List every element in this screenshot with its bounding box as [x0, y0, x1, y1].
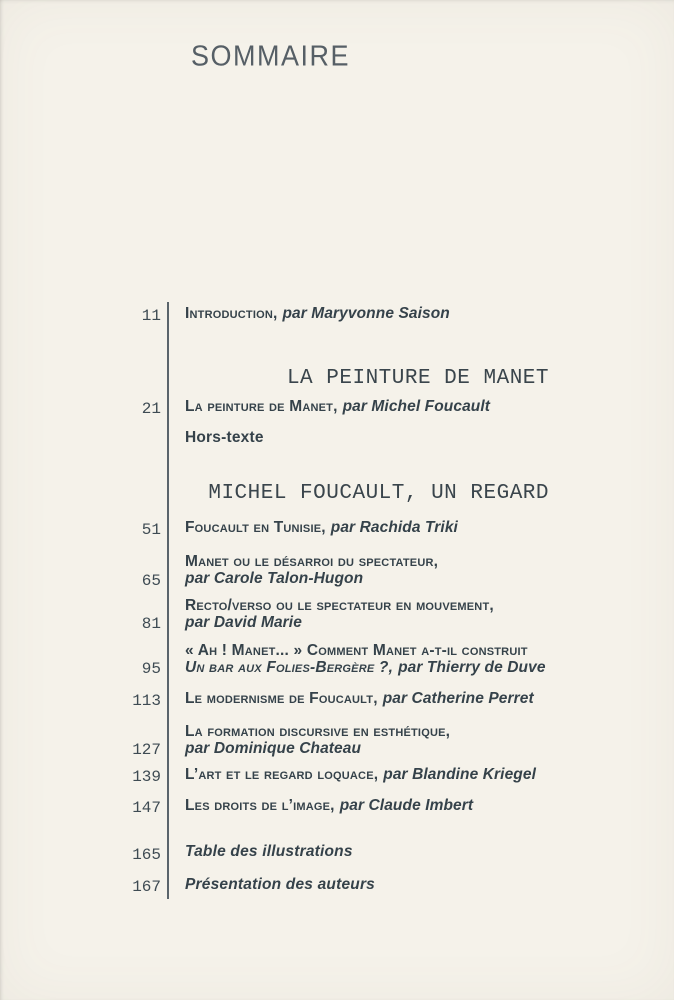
- page-number: 167: [132, 878, 161, 896]
- entry-title: Le modernisme de Foucault,: [185, 690, 378, 707]
- page-title: SOMMAIRE: [191, 40, 351, 72]
- entry-title: « Ah ! Manet... » Comment Manet a-t-il construit: [185, 642, 528, 659]
- entry-subtitle: Un bar aux Folies-Bergère ?,: [185, 658, 394, 676]
- entry-author: par Blandine Kriegel: [383, 766, 536, 783]
- entry-title: Recto/verso ou le spectateur en mouvement,: [185, 597, 494, 614]
- entry-author: par Rachida Triki: [330, 519, 458, 536]
- entry-author: par Maryvonne Saison: [282, 305, 450, 322]
- page-number: 51: [141, 521, 161, 539]
- entry-author: par David Marie: [185, 613, 302, 631]
- entry-title: La formation discursive en esthétique,: [185, 723, 451, 740]
- page-number: 127: [132, 741, 161, 759]
- page-number: 147: [132, 799, 161, 817]
- entry-title: Table des illustrations: [185, 843, 353, 860]
- page-number: 165: [132, 846, 161, 864]
- toc-rule: [167, 302, 169, 899]
- toc-entry: [185, 430, 264, 447]
- page-number: 65: [141, 572, 161, 590]
- toc-entry: [185, 306, 450, 323]
- toc-entry: [185, 767, 536, 784]
- entry-title: L’art et le regard loquace,: [185, 766, 379, 783]
- section-heading: LA PEINTURE DE MANET: [286, 367, 549, 390]
- page-number: 139: [132, 768, 161, 786]
- entry-title: Hors-texte: [185, 429, 264, 446]
- entry-title: Manet ou le désarroi du spectateur,: [185, 553, 439, 570]
- entry-title: Présentation des auteurs: [185, 876, 375, 893]
- toc-entry: [185, 691, 534, 708]
- entry-author: par Catherine Perret: [382, 690, 534, 707]
- entry-author: par Carole Talon-Hugon: [185, 569, 364, 587]
- entry-author: par Thierry de Duve: [398, 658, 546, 676]
- entry-author: par Claude Imbert: [339, 797, 474, 814]
- toc-entry: [185, 844, 353, 861]
- toc-entry: [185, 798, 473, 815]
- toc-entry: [185, 554, 438, 587]
- toc-entry: [185, 520, 458, 537]
- section-heading: MICHEL FOUCAULT, UN REGARD: [208, 482, 549, 505]
- entry-title: Les droits de l’image,: [185, 797, 335, 814]
- toc-entry: [185, 643, 546, 676]
- entry-title: La peinture de Manet,: [185, 398, 338, 415]
- toc-entry: [185, 598, 494, 631]
- entry-title: Foucault en Tunisie,: [185, 519, 326, 536]
- toc-entry: [185, 877, 375, 894]
- toc-entry: [185, 724, 450, 757]
- entry-author: par Michel Foucault: [342, 398, 491, 415]
- page-number: 21: [141, 400, 161, 418]
- entry-author: par Dominique Chateau: [185, 739, 362, 757]
- page-number: 11: [141, 307, 161, 325]
- page-number: 95: [141, 660, 161, 678]
- toc-entry: [185, 399, 490, 416]
- page-number: 113: [132, 692, 161, 710]
- page-number: 81: [141, 615, 161, 633]
- entry-title: Introduction,: [185, 305, 278, 322]
